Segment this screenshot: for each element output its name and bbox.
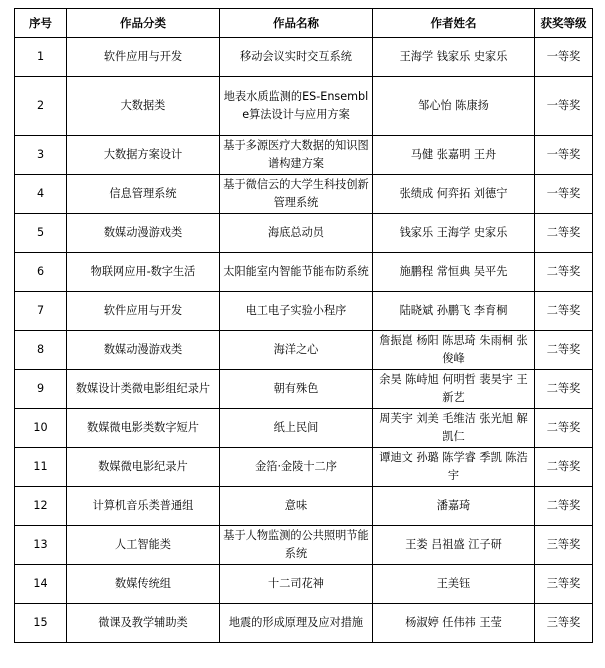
cell-award: 二等奖 [535,448,593,487]
cell-award: 三等奖 [535,565,593,604]
cell-category: 微课及教学辅助类 [67,604,220,643]
cell-award: 二等奖 [535,214,593,253]
cell-number: 1 [15,38,67,77]
cell-award: 一等奖 [535,175,593,214]
cell-title: 太阳能室内智能节能布防系统 [220,253,373,292]
cell-award: 二等奖 [535,331,593,370]
cell-category: 数媒传统组 [67,565,220,604]
cell-title: 电工电子实验小程序 [220,292,373,331]
cell-title: 移动会议实时交互系统 [220,38,373,77]
table-row [15,292,593,331]
cell-category: 软件应用与开发 [67,292,220,331]
cell-category: 大数据方案设计 [67,136,220,175]
cell-category: 信息管理系统 [67,175,220,214]
cell-authors: 詹振崑 杨阳 陈思琦 朱雨桐 张俊峰 [373,331,535,370]
table-row [15,487,593,526]
cell-authors: 张绩成 何弈拓 刘德宁 [373,175,535,214]
cell-category: 物联网应用-数字生活 [67,253,220,292]
table-row [15,77,593,136]
cell-authors: 王海学 钱家乐 史家乐 [373,38,535,77]
table-row [15,526,593,565]
table-row [15,448,593,487]
cell-authors: 谭迪文 孙璐 陈学睿 季凯 陈浩宇 [373,448,535,487]
table-row [15,565,593,604]
cell-award: 二等奖 [535,292,593,331]
cell-number: 8 [15,331,67,370]
cell-title: 基于人物监测的公共照明节能系统 [220,526,373,565]
cell-category: 计算机音乐类普通组 [67,487,220,526]
cell-award: 二等奖 [535,253,593,292]
cell-authors: 王娄 吕祖盛 江子研 [373,526,535,565]
cell-title: 十二司花神 [220,565,373,604]
cell-title: 地震的形成原理及应对措施 [220,604,373,643]
cell-title: 基于多源医疗大数据的知识图谱构建方案 [220,136,373,175]
cell-award: 一等奖 [535,77,593,136]
cell-number: 14 [15,565,67,604]
table-row [15,604,593,643]
cell-number: 6 [15,253,67,292]
cell-title: 朝有殊色 [220,370,373,409]
cell-title: 金箔·金陵十二序 [220,448,373,487]
awards-table [14,8,593,643]
cell-authors: 杨淑婷 任伟祎 王莹 [373,604,535,643]
cell-category: 人工智能类 [67,526,220,565]
cell-title: 意味 [220,487,373,526]
table-row [15,175,593,214]
header-authors: 作者姓名 [373,9,535,38]
cell-category: 数媒微电影类数字短片 [67,409,220,448]
cell-authors: 施鹏程 常恒典 吴平先 [373,253,535,292]
table-row [15,136,593,175]
cell-category: 数媒动漫游戏类 [67,214,220,253]
table-header-row [15,9,593,38]
table-row [15,253,593,292]
table-row [15,331,593,370]
cell-award: 三等奖 [535,604,593,643]
cell-title: 海洋之心 [220,331,373,370]
cell-number: 3 [15,136,67,175]
cell-title: 海底总动员 [220,214,373,253]
cell-number: 15 [15,604,67,643]
cell-number: 13 [15,526,67,565]
cell-award: 二等奖 [535,487,593,526]
header-number: 序号 [15,9,67,38]
cell-authors: 潘嘉琦 [373,487,535,526]
cell-number: 5 [15,214,67,253]
header-award: 获奖等级 [535,9,593,38]
cell-number: 12 [15,487,67,526]
cell-award: 二等奖 [535,370,593,409]
cell-authors: 钱家乐 王海学 史家乐 [373,214,535,253]
cell-number: 11 [15,448,67,487]
cell-award: 二等奖 [535,409,593,448]
cell-category: 数媒微电影纪录片 [67,448,220,487]
cell-number: 7 [15,292,67,331]
cell-number: 2 [15,77,67,136]
cell-category: 软件应用与开发 [67,38,220,77]
header-title: 作品名称 [220,9,373,38]
cell-title: 纸上民间 [220,409,373,448]
cell-number: 9 [15,370,67,409]
cell-award: 一等奖 [535,38,593,77]
cell-number: 4 [15,175,67,214]
cell-category: 数媒设计类微电影组纪录片 [67,370,220,409]
cell-award: 一等奖 [535,136,593,175]
cell-category: 大数据类 [67,77,220,136]
cell-authors: 王美钰 [373,565,535,604]
cell-authors: 邹心怡 陈康扬 [373,77,535,136]
header-category: 作品分类 [67,9,220,38]
cell-title: 基于微信云的大学生科技创新管理系统 [220,175,373,214]
cell-authors: 马健 张嘉明 王舟 [373,136,535,175]
awards-table-container [14,8,593,643]
cell-authors: 周芙宇 刘美 毛维洁 张光旭 解凯仁 [373,409,535,448]
table-row [15,38,593,77]
cell-authors: 陆晓斌 孙鹏飞 李育桐 [373,292,535,331]
cell-award: 三等奖 [535,526,593,565]
table-row [15,370,593,409]
table-row [15,409,593,448]
table-row [15,214,593,253]
cell-number: 10 [15,409,67,448]
cell-title: 地表水质监测的ES-Ensemble算法设计与应用方案 [220,77,373,136]
cell-authors: 余昊 陈峙旭 何明哲 裴昊宇 王新艺 [373,370,535,409]
cell-category: 数媒动漫游戏类 [67,331,220,370]
